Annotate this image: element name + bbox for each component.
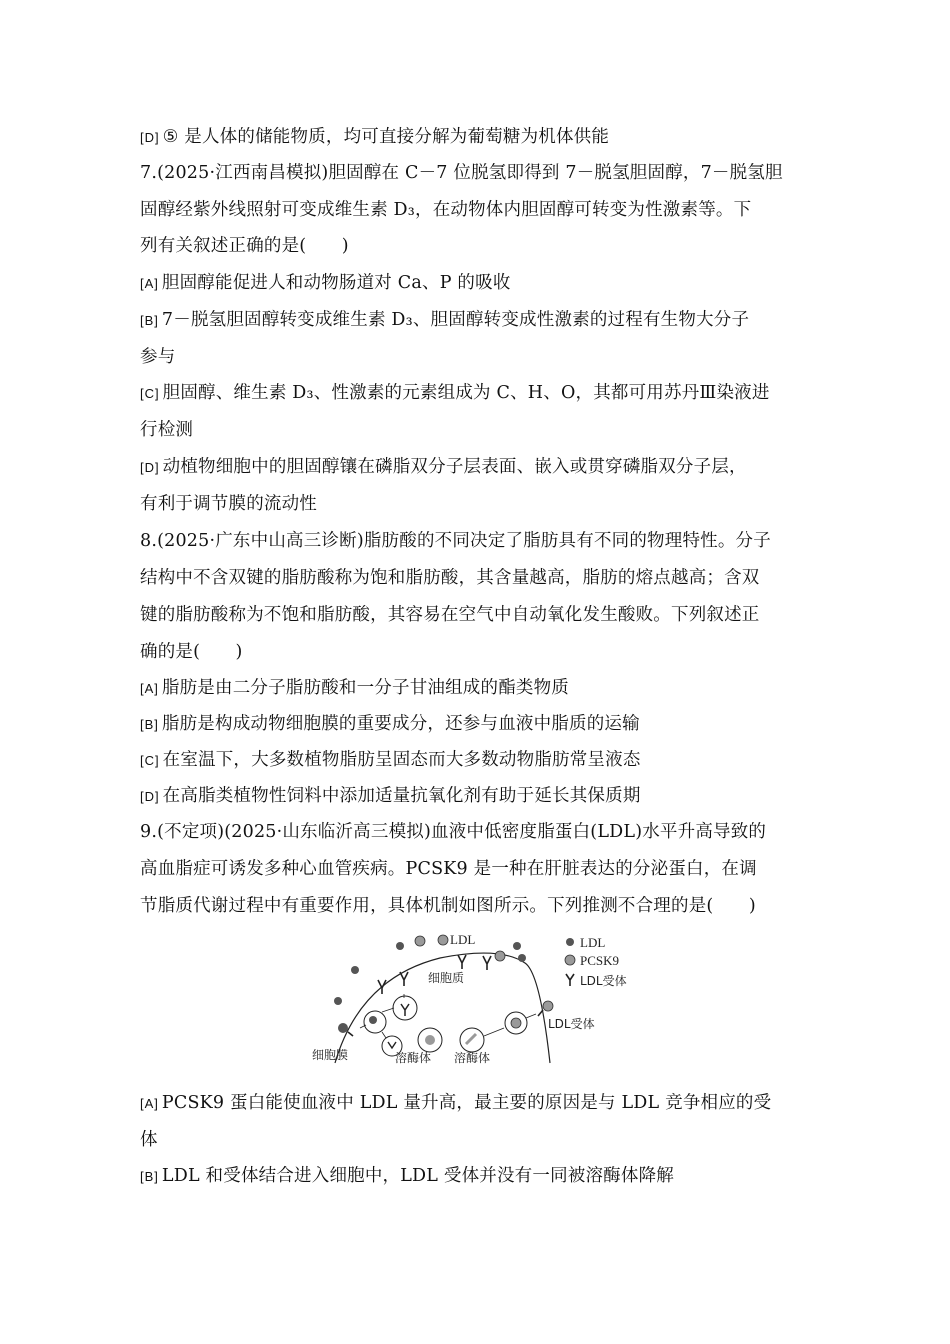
line-text: 脂肪是构成动物细胞膜的重要成分，还参与血液中脂质的运输 [161,714,640,734]
line-text: 列有关叙述正确的是( ) [140,236,349,256]
line-text: 脂肪是由二分子脂肪酸和一分子甘油组成的酯类物质 [161,678,570,698]
text-line [140,418,812,442]
line-text: PCSK9 蛋白能使血液中 LDL 量升高，最主要的原因是与 LDL 竞争相应的受 [161,1093,772,1113]
text-line [140,566,812,590]
line-text: 键的脂肪酸称为不饱和脂肪酸，其容易在空气中自动氧化发生酸败。下列叙述正 [140,605,760,625]
ldl-dot-icon [513,942,521,950]
line-text: 固醇经紫外线照射可变成维生素 D₃，在动物体内胆固醇可转变为性激素等。下 [140,200,752,220]
ldl-dot-icon [396,942,404,950]
pcsk9-dot-icon [415,936,425,946]
option-d [140,784,812,809]
receptor-y-icon [348,1032,353,1036]
question-9-line [140,820,812,844]
option-tag: [D] [140,789,160,804]
line-text: 有利于调节膜的流动性 [140,494,317,514]
receptor-y-icon [483,956,491,970]
membrane-label: 细胞膜 [312,1048,349,1062]
line-text: 7.(2025·江西南昌模拟)胆固醇在 C－7 位脱氢即得到 7－脱氢胆固醇，7－脱氢胆 [140,163,783,183]
option-d [140,455,812,480]
option-b [140,712,812,737]
receptor-y-icon [400,972,408,986]
question-7-line [140,161,812,185]
option-b [140,308,812,333]
line-text: 动植物细胞中的胆固醇镶在磷脂双分子层表面、嵌入或贯穿磷脂双分子层， [162,457,747,477]
line-text: ⑤ 是人体的储能物质，均可直接分解为葡萄糖为机体供能 [162,127,610,147]
ldl-mechanism-figure [300,928,650,1068]
text-line [140,857,812,881]
option-tag: [C] [140,386,160,401]
option-tag: [D] [140,460,160,475]
text-line [140,894,812,918]
ldl-dot-icon [351,966,359,974]
line-text: 结构中不含双键的脂肪酸称为饱和脂肪酸，其含量越高，脂肪的熔点越高；含双 [140,568,760,588]
ldl-dot-icon [566,938,574,946]
option-a [140,271,812,296]
line-text: 参与 [140,347,176,367]
option-tag: [A] [140,681,159,696]
ldl-receptor-label: LDL受体 [548,1017,595,1031]
pcsk9-dot-icon [511,1018,521,1028]
lysosome-label-1: 溶酶体 [395,1051,432,1065]
legend-ldl: LDL [580,935,606,950]
option-b [140,1164,812,1189]
ldl-dot-icon [338,1023,348,1033]
line-text: 胆固醇、维生素 D₃、性激素的元素组成为 C、H、O，其都可用苏丹Ⅲ染液进 [162,383,770,403]
line-text: 确的是( ) [140,642,243,662]
legend-pcsk9: PCSK9 [580,953,620,968]
option-tag: [A] [140,276,159,291]
receptor-y-icon [566,974,574,986]
text-line [140,345,812,369]
text-line [140,492,812,516]
option-tag: [C] [140,753,160,768]
option-c [140,748,812,773]
line-text: 9.(不定项)(2025·山东临沂高三模拟)血液中低密度脂蛋白(LDL)水平升高导致的 [140,822,767,842]
line-text: 7－脱氢胆固醇转变成维生素 D₃、胆固醇转变成性激素的过程有生物大分子 [161,310,750,330]
ldl-dot-icon [334,997,342,1005]
line-text: 在高脂类植物性饲料中添加适量抗氧化剂有助于延长其保质期 [162,786,641,806]
option-tag: [B] [140,313,159,328]
pcsk9-dot-icon [438,935,448,945]
option-tag: [B] [140,717,159,732]
option-c [140,381,812,406]
text-line [140,234,812,258]
text-line [140,1128,812,1152]
line-text: 高血脂症可诱发多种心血管疾病。PCSK9 是一种在肝脏表达的分泌蛋白，在调 [140,859,757,879]
arrow [526,1014,536,1018]
text-line [140,125,812,150]
degraded-receptor-icon [466,1034,476,1044]
line-text: 节脂质代谢过程中有重要作用，具体机制如图所示。下列推测不合理的是( ) [140,896,756,916]
ldl-dot-icon [518,954,526,962]
receptor-y-icon [378,980,386,994]
pcsk9-dot-icon [543,1001,553,1011]
line-text: 在室温下，大多数植物脂肪呈固态而大多数动物脂肪常呈液态 [162,750,641,770]
option-tag: [A] [140,1096,159,1111]
option-a [140,1091,812,1116]
ldl-dot-icon [369,1016,377,1024]
vesicle [393,996,417,1020]
text-line [140,603,812,627]
line-text: 8.(2025·广东中山高三诊断)脂肪酸的不同决定了脂肪具有不同的物理特性。分子 [140,531,771,551]
option-tag: [B] [140,1169,159,1184]
text-line [140,198,812,222]
line-text: 行检测 [140,420,194,440]
pcsk9-dot-icon [425,1035,435,1045]
option-a [140,676,812,701]
receptor-y-icon [538,1010,543,1016]
arrow [382,1008,394,1012]
lysosome-label-2: 溶酶体 [454,1051,491,1065]
text-line [140,640,812,664]
pcsk9-dot-icon [495,951,505,961]
receptor-y-icon [401,1004,409,1016]
cell-membrane-arc [335,953,550,1063]
line-text: 体 [140,1130,158,1150]
line-text: LDL 和受体结合进入细胞中，LDL 受体并没有一同被溶酶体降解 [161,1166,674,1186]
arrow [484,1028,504,1036]
pcsk9-dot-icon [565,955,575,965]
mechanism-diagram [300,928,650,1068]
legend-receptor: LDL受体 [580,974,627,988]
receptor-y-icon [458,955,466,969]
cytoplasm-label: 细胞质 [428,971,465,985]
question-8-line [140,529,812,553]
receptor-y-icon [388,1042,396,1048]
line-text: 胆固醇能促进人和动物肠道对 Ca、P 的吸收 [161,273,511,293]
arrow [382,1032,386,1038]
option-tag: [D] [140,130,160,145]
ldl-top-label: LDL [450,932,476,947]
